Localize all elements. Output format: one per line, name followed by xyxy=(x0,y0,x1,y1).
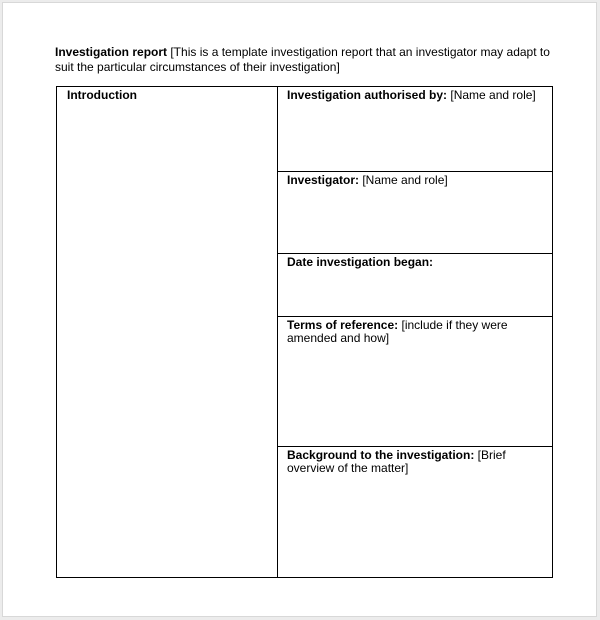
terms-of-reference-cell[interactable] xyxy=(278,317,552,447)
report-form-table xyxy=(56,86,553,578)
background-value: [Brief overview of the matter] xyxy=(287,448,506,475)
document-page xyxy=(2,2,597,617)
investigator-value: [Name and role] xyxy=(359,173,448,187)
introduction-label: Introduction xyxy=(67,88,137,102)
authorised-by-cell[interactable] xyxy=(278,87,552,172)
introduction-cell[interactable] xyxy=(57,87,278,577)
investigator-cell[interactable] xyxy=(278,172,552,254)
details-column xyxy=(278,87,552,577)
terms-of-reference-value: [include if they were amended and how] xyxy=(287,318,508,345)
terms-of-reference-label: Terms of reference: xyxy=(287,318,399,332)
investigator-label: Investigator: xyxy=(287,173,360,187)
background-cell[interactable] xyxy=(278,447,552,577)
authorised-by-value: [Name and role] xyxy=(447,88,536,102)
report-title: Investigation report xyxy=(55,45,168,59)
date-began-cell[interactable] xyxy=(278,254,552,317)
date-began-label: Date investigation began: xyxy=(287,255,434,269)
report-description: [This is a template investigation report that an investigator may adapt to suit the particular circumstances of their investigation] xyxy=(55,45,550,74)
background-label: Background to the investigation: xyxy=(287,448,475,462)
authorised-by-label: Investigation authorised by: xyxy=(287,88,448,102)
report-heading-paragraph xyxy=(55,45,555,75)
